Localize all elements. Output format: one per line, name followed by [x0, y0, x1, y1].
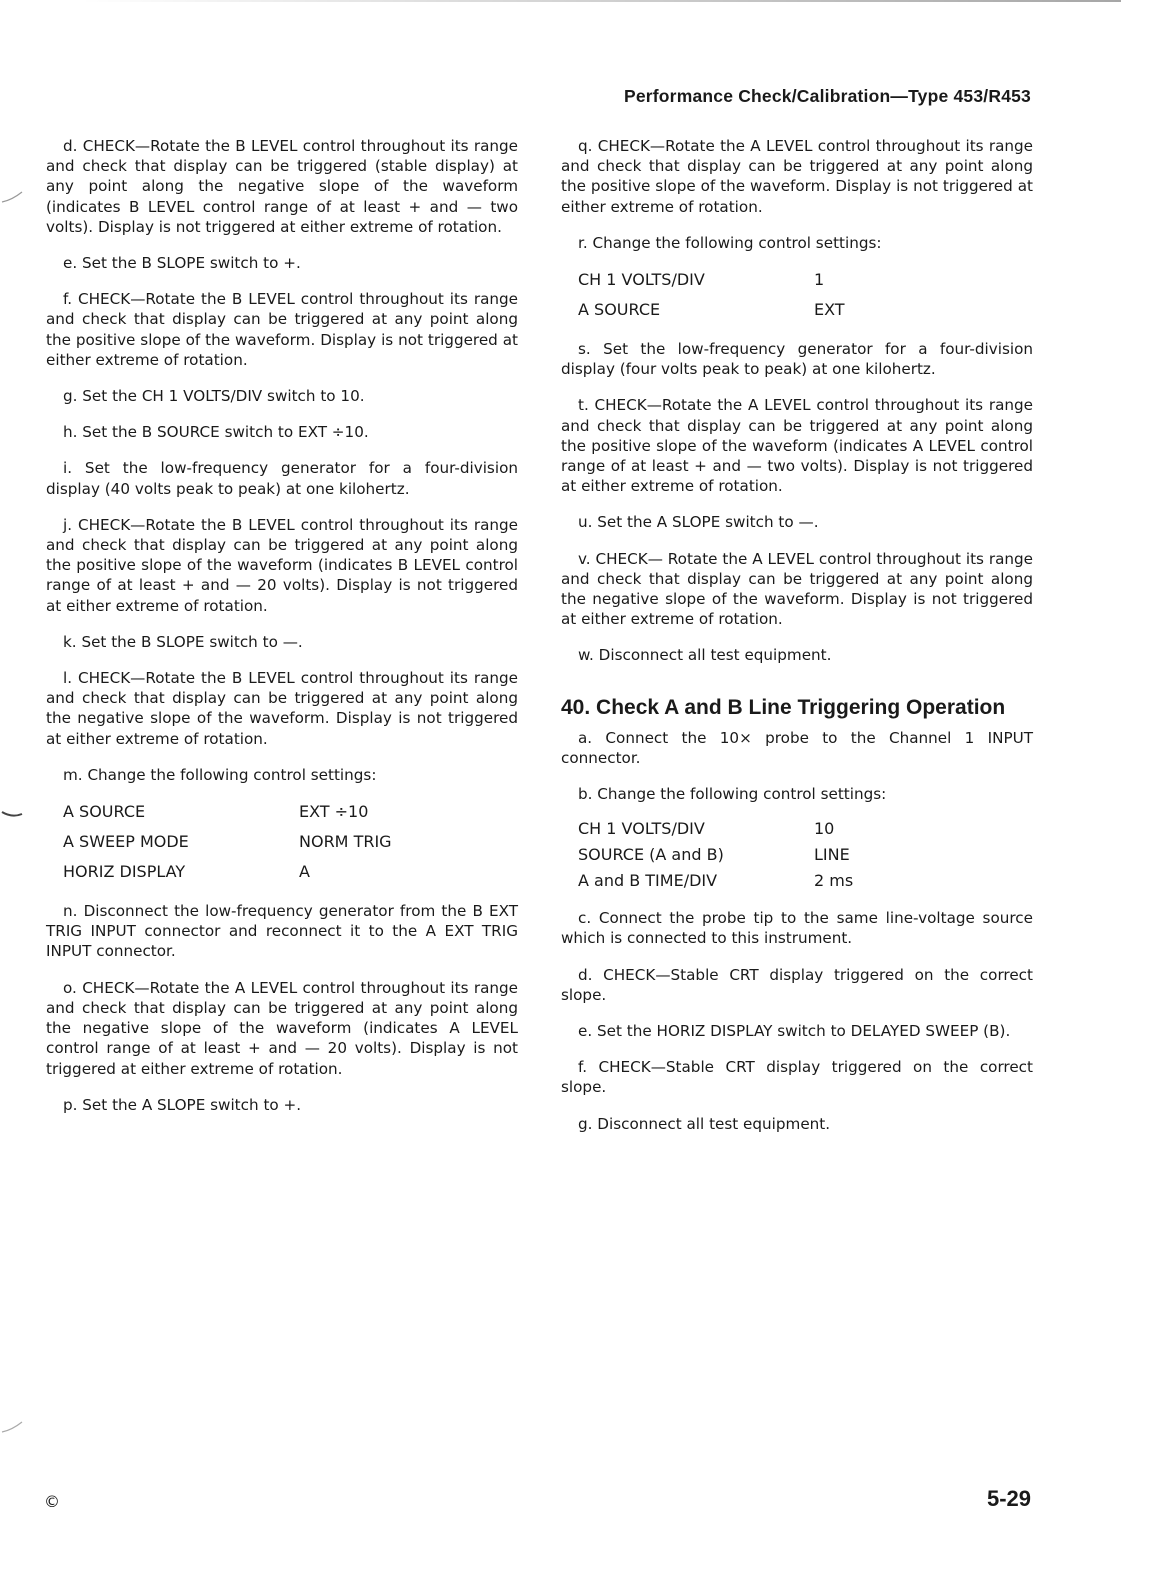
setting-name: A SOURCE — [578, 300, 661, 320]
control-settings-table — [63, 797, 518, 887]
step-s: s. Set the low-frequency generator for a four-division display (four volts peak to peak) at one kilohertz. — [561, 340, 1033, 379]
setting-value: LINE — [814, 845, 850, 865]
left-column — [46, 136, 518, 1131]
step-k: k. Set the B SLOPE switch to —. — [63, 632, 303, 651]
step-40a: a. Connect the 10× probe to the Channel 1 INPUT connector. — [561, 728, 1033, 767]
setting-name: CH 1 VOLTS/DIV — [578, 270, 705, 290]
section-heading: 40. Check A and B Line Triggering Operation — [561, 695, 1006, 719]
margin-mark — [0, 190, 24, 204]
right-column — [561, 136, 1033, 1150]
setting-value: A — [299, 862, 310, 882]
setting-name: SOURCE (A and B) — [578, 845, 724, 865]
step-m: m. Change the following control settings: — [63, 765, 377, 784]
control-settings-table — [578, 265, 1033, 325]
step-p: p. Set the A SLOPE switch to +. — [63, 1095, 302, 1114]
setting-name: CH 1 VOLTS/DIV — [578, 819, 705, 839]
step-n: n. Disconnect the low-frequency generator from the B EXT TRIG INPUT connector and reconnect it to the A EXT TRIG INPUT connector. — [46, 902, 518, 961]
step-g: g. Set the CH 1 VOLTS/DIV switch to 10. — [63, 387, 365, 406]
step-40e: e. Set the HORIZ DISPLAY switch to DELAYED SWEEP (B). — [578, 1022, 1011, 1041]
setting-name: A SOURCE — [63, 802, 146, 822]
setting-name: HORIZ DISPLAY — [63, 862, 186, 882]
step-i: i. Set the low-frequency generator for a four-division display (40 volts peak to peak) at one kilohertz. — [46, 459, 518, 498]
setting-value: 1 — [814, 270, 825, 290]
setting-row — [578, 265, 1033, 295]
margin-mark — [0, 806, 24, 820]
step-40c: c. Connect the probe tip to the same line-voltage source which is connected to this instrument. — [561, 909, 1033, 948]
step-e: e. Set the B SLOPE switch to +. — [63, 254, 301, 273]
setting-row — [63, 797, 518, 827]
setting-value: 10 — [814, 819, 835, 839]
setting-name: A SWEEP MODE — [63, 832, 189, 852]
step-o: o. CHECK—Rotate the A LEVEL control throughout its range and check that display can be triggered at any point along the negative slope of the waveform (indicates A LEVEL control range of at least + and — 20 volts). Display is not triggered at either extreme of rotation. — [46, 978, 518, 1078]
step-40f: f. CHECK—Stable CRT display triggered on the correct slope. — [561, 1058, 1033, 1097]
step-q: q. CHECK—Rotate the A LEVEL control throughout its range and check that display can be triggered at any point along the positive slope of the waveform. Display is not triggered at either extreme of rotation. — [561, 137, 1033, 216]
setting-row — [578, 842, 1033, 868]
step-40g: g. Disconnect all test equipment. — [578, 1114, 831, 1133]
setting-row — [63, 857, 518, 887]
step-u: u. Set the A SLOPE switch to —. — [578, 513, 819, 532]
setting-row — [578, 868, 1033, 894]
setting-value: 2 ms — [814, 871, 854, 891]
scan-edge-artifact — [80, 0, 1121, 2]
setting-name: A and B TIME/DIV — [578, 871, 718, 891]
step-w: w. Disconnect all test equipment. — [578, 646, 832, 665]
margin-mark — [0, 1420, 24, 1434]
step-f: f. CHECK—Rotate the B LEVEL control throughout its range and check that display can be triggered at any point along the positive slope of the waveform. Display is not triggered at either extreme of rotation. — [46, 290, 518, 369]
step-40d: d. CHECK—Stable CRT display triggered on the correct slope. — [561, 965, 1033, 1004]
step-l: l. CHECK—Rotate the B LEVEL control throughout its range and check that display can be triggered at any point along the negative slope of the waveform. Display is not triggered at either extreme of rotation. — [46, 669, 518, 748]
setting-row — [578, 816, 1033, 842]
setting-row — [578, 295, 1033, 325]
step-d: d. CHECK—Rotate the B LEVEL control throughout its range and check that display can be triggered (stable display) at any point along the negative slope of the waveform (indicates B LEVEL control range of at least + and — two volts). Display is not triggered at either extreme of rotation. — [46, 137, 518, 236]
step-v: v. CHECK— Rotate the A LEVEL control throughout its range and check that display can be triggered at any point along the negative slope of the waveform. Display is not triggered at either extreme of rotation. — [561, 549, 1033, 629]
page-header: Performance Check/Calibration—Type 453/R453 — [623, 86, 1031, 106]
step-h: h. Set the B SOURCE switch to EXT ÷10. — [63, 423, 369, 442]
control-settings-table — [578, 816, 1033, 894]
step-r: r. Change the following control settings: — [578, 233, 882, 252]
step-t: t. CHECK—Rotate the A LEVEL control throughout its range and check that display can be triggered at any point along the positive slope of the waveform (indicates A LEVEL control range of at least + and — two volts). Display is not triggered at either extreme of rotation. — [561, 396, 1033, 496]
setting-value: NORM TRIG — [299, 832, 392, 852]
copyright-symbol: © — [44, 1492, 60, 1511]
step-j: j. CHECK—Rotate the B LEVEL control throughout its range and check that display can be triggered at any point along the positive slope of the waveform (indicates B LEVEL control range of at least + and — 20 volts). Display is not triggered at either extreme of rotation. — [46, 515, 518, 615]
setting-value: EXT ÷10 — [299, 802, 369, 822]
setting-value: EXT — [814, 300, 845, 320]
step-40b: b. Change the following control settings: — [578, 785, 887, 804]
setting-row — [63, 827, 518, 857]
page-number: 5-29 — [986, 1486, 1031, 1511]
